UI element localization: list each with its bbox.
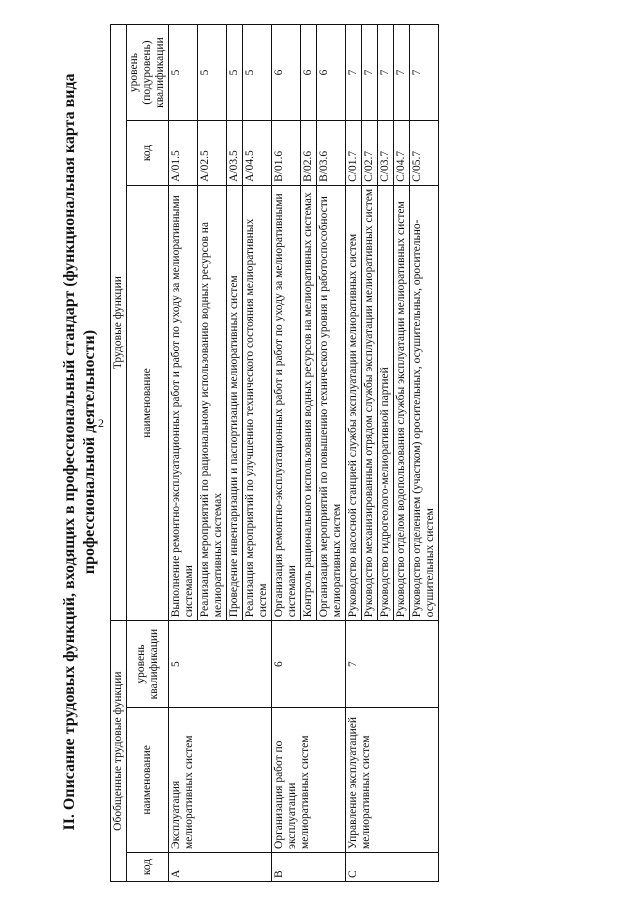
function-level: 5	[169, 25, 198, 121]
table-row	[272, 25, 301, 882]
header-code: код	[127, 852, 169, 881]
function-level: 7	[378, 25, 394, 121]
header-function-name: наименование	[127, 185, 169, 620]
function-level: 7	[346, 25, 362, 121]
group-level: 7	[346, 621, 439, 708]
function-code: B/01.6	[272, 121, 301, 186]
function-code: C/01.7	[346, 121, 362, 186]
function-level: 6	[272, 25, 301, 121]
function-level: 6	[317, 25, 346, 121]
function-level: 5	[198, 25, 227, 121]
function-name: Организация мероприятий по повышению технического уровня и работоспособности мелиоративных систем	[317, 185, 346, 620]
function-name: Проведение инвентаризации и паспортизации мелиоративных систем	[227, 185, 243, 620]
function-code: B/03.6	[317, 121, 346, 186]
function-code: C/03.7	[378, 121, 394, 186]
function-code: C/05.7	[410, 121, 439, 186]
table-row	[169, 25, 198, 882]
header-function-code: код	[127, 121, 169, 186]
function-level: 7	[394, 25, 410, 121]
group-code: A	[169, 852, 272, 881]
group-code: C	[346, 852, 439, 881]
group-level: 6	[272, 621, 346, 708]
header-level: уровень квалификации	[127, 621, 169, 708]
function-code: C/04.7	[394, 121, 410, 186]
function-code: A/04.5	[243, 121, 272, 186]
function-name: Контроль рационального использования водных ресурсов на мелиоративных системах	[301, 185, 317, 620]
function-name: Руководство отделением (участком) оросительных, осушительных, оросительно-осушительных систем	[410, 185, 439, 620]
function-level: 5	[227, 25, 243, 121]
function-code: A/03.5	[227, 121, 243, 186]
group-code: B	[272, 852, 346, 881]
function-name: Руководство насосной станцией службы эксплуатации мелиоративных систем	[346, 185, 362, 620]
header-generalized: Обобщенные трудовые функции	[111, 621, 127, 882]
function-name: Реализация мероприятий по улучшению технического состояния мелиоративных систем	[243, 185, 272, 620]
header-name: наименование	[127, 707, 169, 852]
group-name: Организация работ по эксплуатации мелиоративных систем	[272, 707, 346, 852]
header-labor: Трудовые функции	[111, 25, 127, 621]
function-name: Выполнение ремонтно-эксплуатационных работ и работ по уходу за мелиоративными системами	[169, 185, 198, 620]
function-code: C/02.7	[362, 121, 378, 186]
table-row	[346, 25, 362, 882]
function-name: Руководство гидрогеолого-мелиоративной партией	[378, 185, 394, 620]
function-level: 7	[410, 25, 439, 121]
section-title	[60, 12, 100, 892]
function-code: B/02.6	[301, 121, 317, 186]
function-code: A/01.5	[169, 121, 198, 186]
function-level: 6	[301, 25, 317, 121]
header-function-level: уровень (подуровень) квалификации	[127, 25, 169, 121]
function-level: 7	[362, 25, 378, 121]
function-code: A/02.5	[198, 121, 227, 186]
group-level: 5	[169, 621, 272, 708]
function-name: Организация ремонтно-эксплуатационных работ и работ по уходу за мелиоративными системами	[272, 185, 301, 620]
group-name: Эксплуатация мелиоративных систем	[169, 707, 272, 852]
function-level: 5	[243, 25, 272, 121]
function-name: Руководство отделом водопользования службы эксплуатации мелиоративных систем	[394, 185, 410, 620]
page-number: 2	[98, 416, 104, 430]
function-name: Руководство механизированным отрядом службы эксплуатации мелиоративных систем	[362, 185, 378, 620]
title-line-2: профессиональной деятельности)	[81, 329, 98, 575]
function-name: Реализация мероприятий по рациональному использованию водных ресурсов на мелиоративных системах	[198, 185, 227, 620]
title-line-1: II. Описание трудовых функций, входящих в профессиональный стандарт (функциональная карта вида	[61, 73, 78, 831]
rotated-content	[60, 12, 580, 892]
functions-table	[110, 24, 439, 882]
group-name: Управление эксплуатацией мелиоративных систем	[346, 707, 439, 852]
